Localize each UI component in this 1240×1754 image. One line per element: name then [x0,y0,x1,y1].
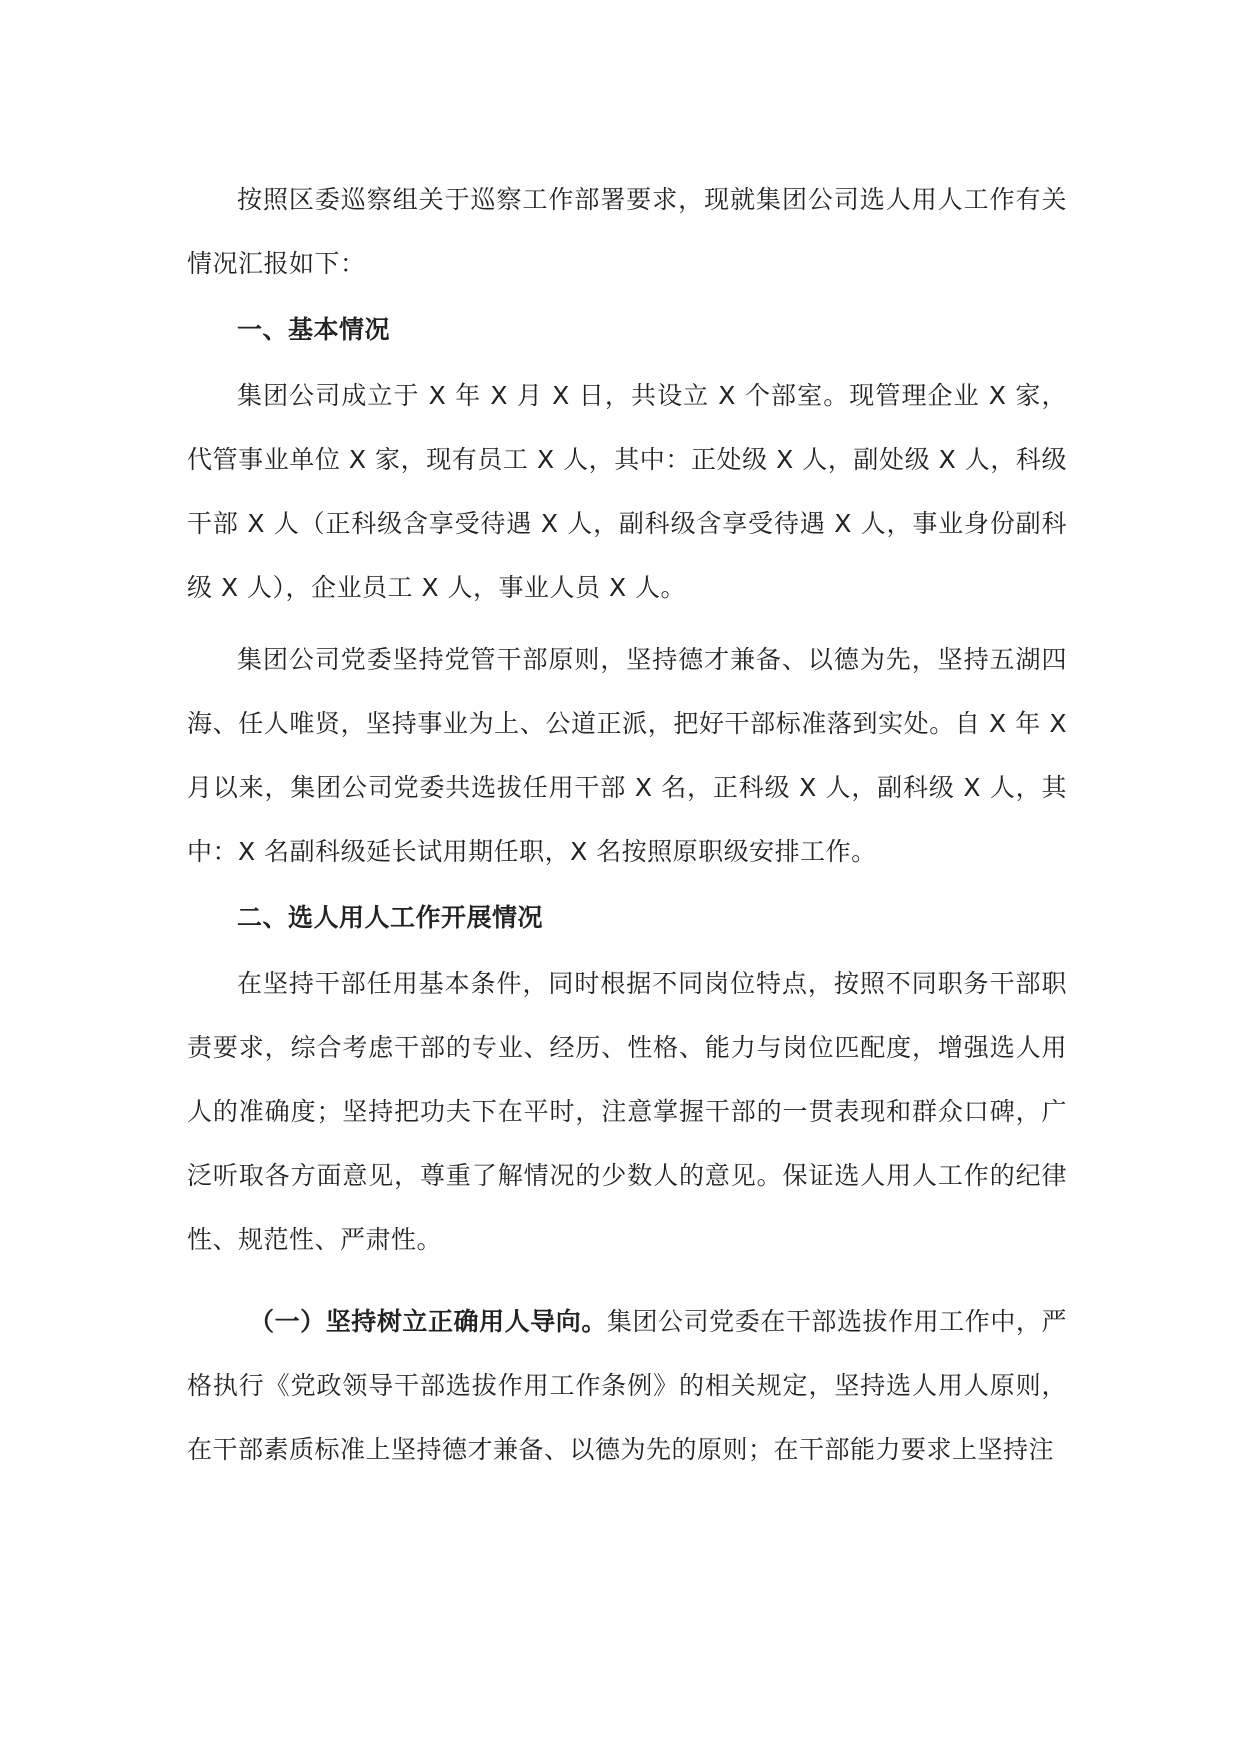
basic-situation-paragraph: 集团公司成立于 X 年 X 月 X 日，共设立 X 个部室。现管理企业 X 家，代管事业单位 X 家，现有员工 X 人，其中：正处级 X 人，副处级 X 人，科级干部 X 人（正科级含享受待遇 X 人，副科级含享受待遇 X 人，事业身份副科级 X 人），企业员工 X 人，事业人员 X 人。 [187,381,1067,602]
intro-paragraph: 按照区委巡察组关于巡察工作部署要求，现就集团公司选人用人工作有关情况汇报如下： [187,185,1067,278]
work-progress-paragraph: 在坚持干部任用基本条件，同时根据不同岗位特点，按照不同职务干部职责要求，综合考虑干部的专业、经历、性格、能力与岗位匹配度，增强选人用人的准确度；坚持把功夫下在平时，注意掌握干部的一贯表现和群众口碑，广泛听取各方面意见，尊重了解情况的少数人的意见。保证选人用人工作的纪律性、规范性、严肃性。 [187,969,1067,1254]
section-heading-work-progress: 二、选人用人工作开展情况 [237,903,544,932]
subsection-text-1: 集团公司党委在干部选拔作用工作中，严格执行《党政领导干部选拔作用工作条例》的相关规定，坚持选人用人原则，在干部素质标准上坚持德才兼备、以德为先的原则；在干部能力要求上坚持注 [187,1307,1067,1464]
document-body [187,168,1067,1482]
section-heading-basic-situation: 一、基本情况 [237,315,391,344]
party-committee-paragraph: 集团公司党委坚持党管干部原则，坚持德才兼备、以德为先，坚持五湖四海、任人唯贤，坚持事业为上、公道正派，把好干部标准落到实处。自 X 年 X 月以来，集团公司党委共选拔任用干部 X 名，正科级 X 人，副科级 X 人，其中：X 名副科级延长试用期任职，X 名按照原职级安排工作。 [187,645,1067,866]
subsection-paragraph-1 [187,1290,1067,1482]
subsection-lead-1: （一）坚持树立正确用人导向。 [249,1307,607,1336]
